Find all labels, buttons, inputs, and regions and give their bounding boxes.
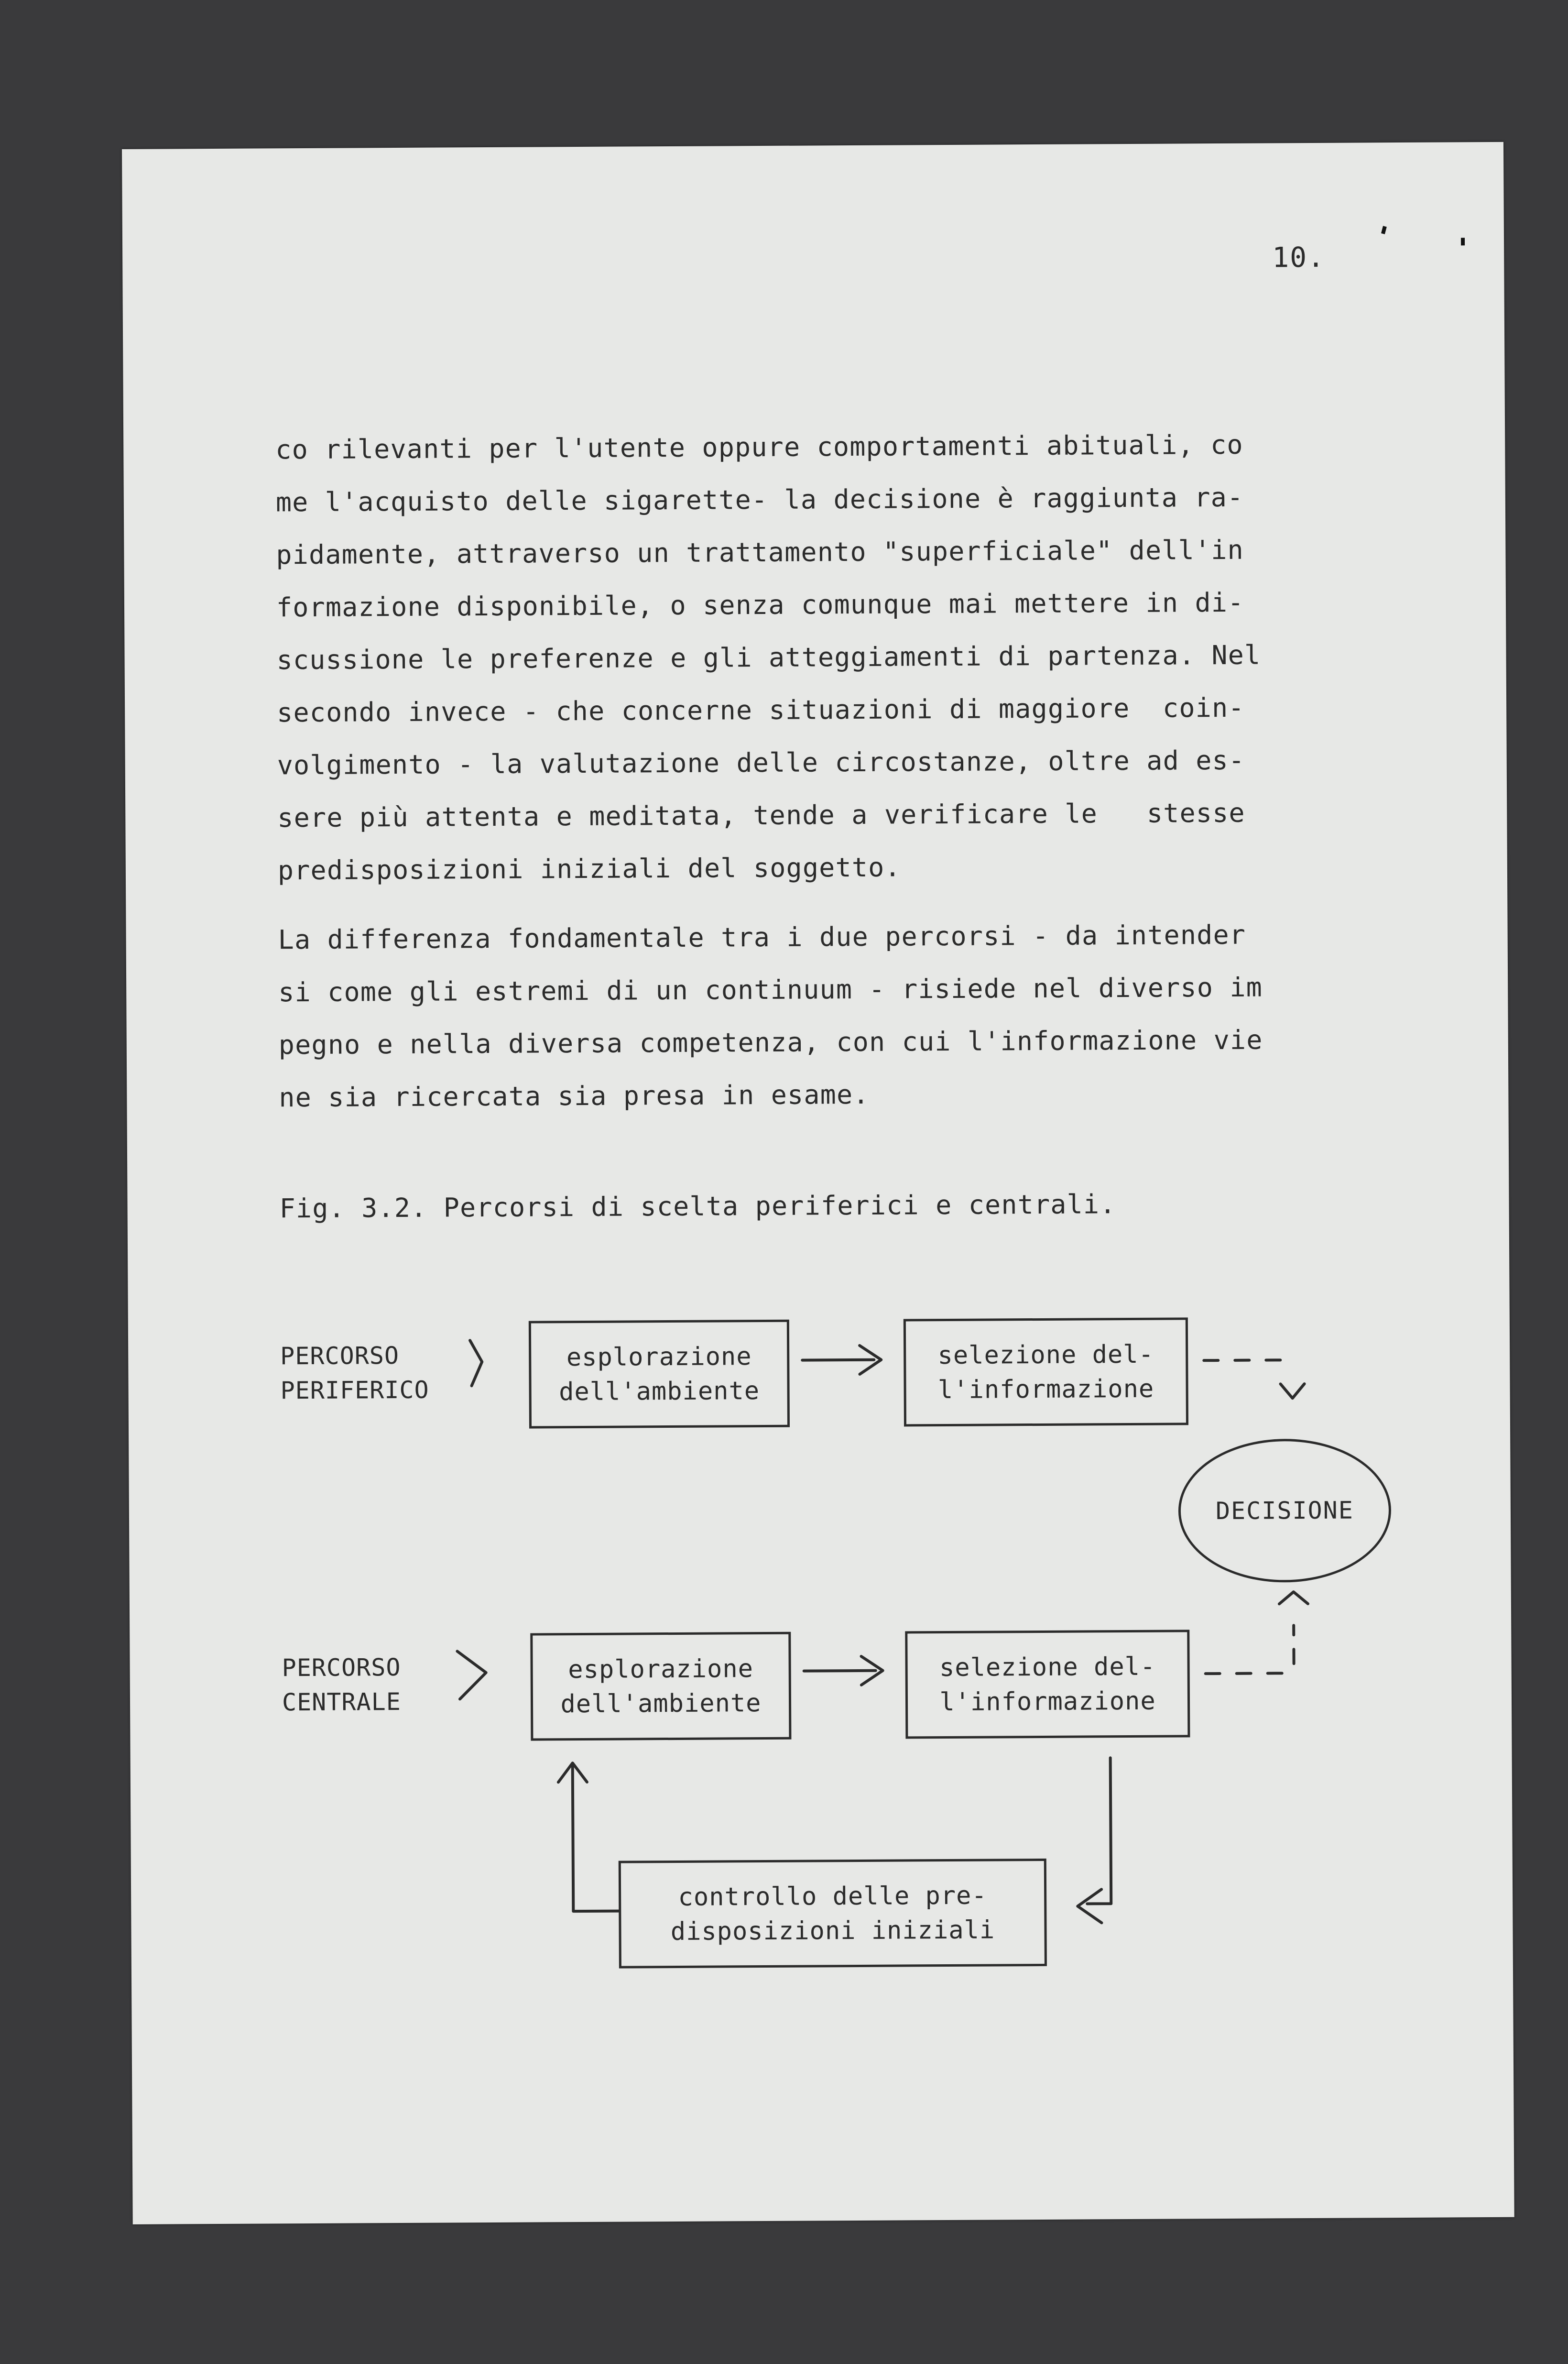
- text-line: ne sia ricercata sia presa in esame.: [279, 1079, 870, 1113]
- central-chevron: [457, 1651, 486, 1699]
- peripheral-path-label: PERCORSO PERIFERICO: [280, 1341, 429, 1405]
- text-line: secondo invece - che concerne situazioni di maggiore coin-: [277, 692, 1245, 728]
- text-line: sere più attenta e meditata, tende a verificare le stesse: [277, 797, 1245, 833]
- dashed-bottom: [1206, 1673, 1282, 1674]
- text-line: formazione disponibile, o senza comunque mai mettere in di-: [276, 587, 1244, 623]
- text-line: si come gli estremi di un continuum - risiede nel diverso im: [278, 972, 1263, 1008]
- peripheral-chevron: [470, 1340, 482, 1386]
- paper-page: [122, 142, 1514, 2224]
- central-path-label: PERCORSO CENTRALE: [282, 1653, 401, 1717]
- arrow-head-up-decision: [1279, 1592, 1308, 1604]
- text-line: predisposizioni iniziali del soggetto.: [277, 852, 901, 886]
- figure-caption: Fig. 3.2. Percorsi di scelta periferici e centrali.: [279, 1189, 1116, 1224]
- page-number: 10.: [1272, 241, 1326, 274]
- arrow-head-to-decision: [1281, 1384, 1305, 1398]
- text-line: co rilevanti per l'utente oppure comportamenti abituali, co: [275, 429, 1243, 465]
- initial-predispositions-control-box: controllo delle pre- disposizioni iniziali: [619, 1859, 1047, 1969]
- text-line: me l'acquisto delle sigarette- la decisione è raggiunta ra-: [275, 482, 1244, 518]
- decision-ellipse: DECISIONE: [1178, 1438, 1392, 1583]
- text-line: volgimento - la valutazione delle circostanze, oltre ad es-: [277, 744, 1245, 781]
- text-line: pegno e nella diversa competenza, con cui l'informazione vie: [278, 1024, 1263, 1061]
- peripheral-exploration-box: esplorazione dell'ambiente: [529, 1320, 790, 1429]
- peripheral-selection-box: selezione del- l'informazione: [904, 1317, 1188, 1426]
- arrow-head-to-control: [1078, 1889, 1101, 1923]
- central-exploration-box: esplorazione dell'ambiente: [530, 1632, 791, 1741]
- text-line: La differenza fondamentale tra i due percorsi - da intender: [278, 919, 1246, 955]
- central-selection-box: selezione del- l'informazione: [905, 1630, 1190, 1739]
- loop-down-right: [1087, 1758, 1111, 1904]
- text-line: scussione le preferenze e gli atteggiamenti di partenza. Nel: [276, 639, 1261, 676]
- text-line: pidamente, attraverso un trattamento "superficiale" dell'in: [276, 534, 1244, 570]
- loop-up-left: [573, 1765, 619, 1911]
- choice-path-diagram: [122, 142, 1514, 2224]
